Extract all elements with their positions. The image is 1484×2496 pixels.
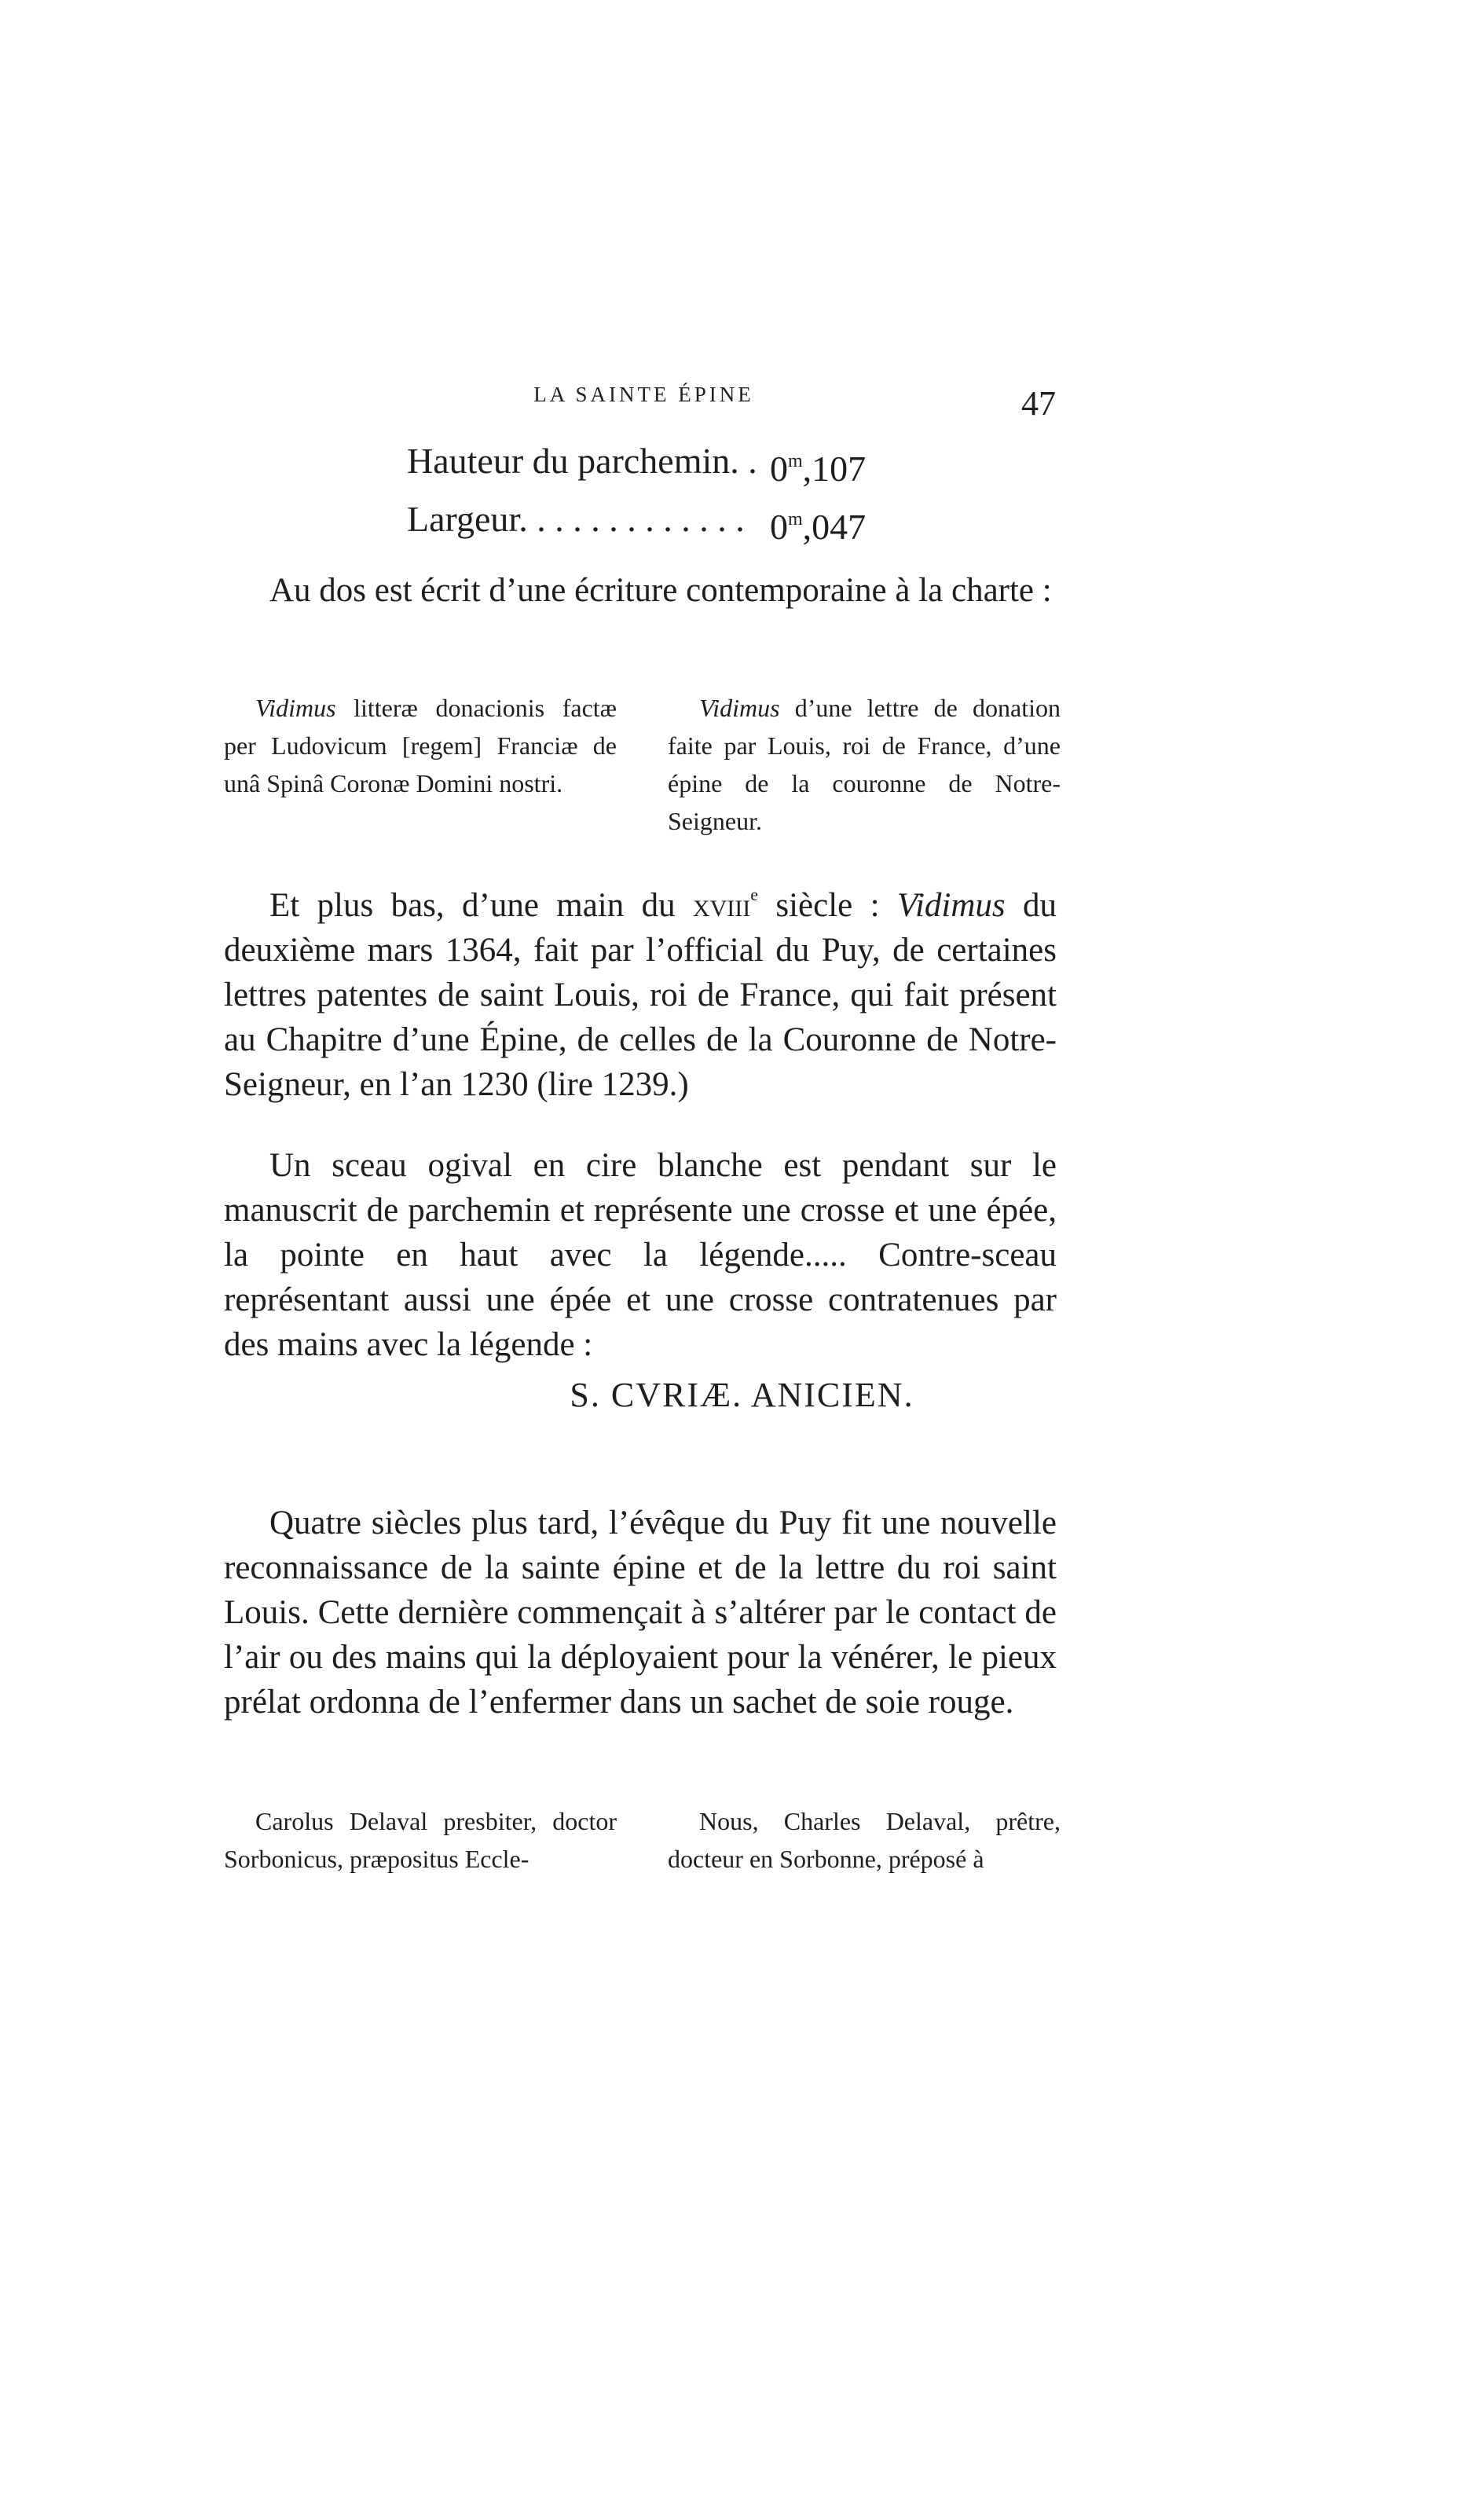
width-row [407, 494, 866, 552]
parchment-measures [407, 436, 866, 552]
final-french: Nous, Charles Delaval, prêtre, docteur en Sorbonne, préposé à [668, 1807, 1061, 1873]
height-row [407, 436, 866, 494]
paragraph-seal: Un sceau ogival en cire blanche est pendant sur le manuscrit de parchemin et représente une crosse et une épée, la pointe en haut avec la légende..... Contre-sceau représentant aussi une épée et une crosse contratenues par des mains avec la légende : [224, 1147, 1057, 1363]
final-columns [224, 1802, 1061, 1878]
width-label: Largeur. . . . . . . . . . . . . [407, 499, 745, 539]
endorsement-latin: Vidimus litteræ donacionis factæ per Ludovicum [regem] Franciæ de unâ Spinâ Coronæ Domini nostri. [224, 694, 617, 797]
height-value: 0$^m$,107 [770, 449, 867, 489]
page-number: 47 [1021, 384, 1056, 423]
paragraph-endorsement-intro: Au dos est écrit d’une écriture contemporaine à la charte : [269, 572, 1052, 609]
seal-legend: S. CVRIÆ. ANICIEN. [570, 1376, 914, 1414]
endorsement-french: Vidimus d’une lettre de donation faite par Louis, roi de France, d’une épine de la couronne de Notre-Seigneur. [668, 694, 1061, 835]
final-latin: Carolus Delaval presbiter, doctor Sorbonicus, præpositus Eccle- [224, 1807, 617, 1873]
width-value: 0$^m$,047 [770, 507, 867, 547]
paragraph-recognition: Quatre siècles plus tard, l’évêque du Puy fit une nouvelle reconnaissance de la sainte épine et de la lettre du roi saint Louis. Cette dernière commençait à s’altérer par le contact de l’air ou des mains qui la déployaient pour la vénérer, le pieux prélat ordonna de l’enfermer dans un sachet de soie rouge. [224, 1505, 1057, 1721]
paragraph-vidimus: Et plus bas, d’une main du xviii$^e$ siècle : Vidimus du deuxième mars 1364, fait par l’official du Puy, de certaines lettres patentes de saint Louis, roi de France, qui fait présent au Chapitre d’une Épine, de celles de la Couronne de Notre-Seigneur, en l’an 1230 (lire 1239.) [224, 885, 1057, 1103]
height-label: Hauteur du parchemin. . [407, 441, 757, 481]
endorsement-columns [224, 689, 1061, 840]
running-title: LA SAINTE ÉPINE [533, 383, 754, 406]
